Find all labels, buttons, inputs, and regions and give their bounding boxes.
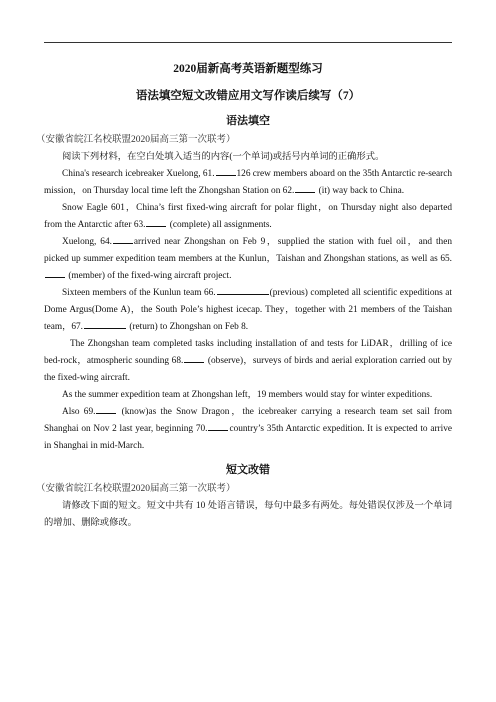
source-note: （安徽省皖江名校联盟2020届高三第一次联考） (36, 135, 236, 145)
blank-66[interactable] (217, 285, 269, 295)
paragraph-6: As the summer expedition team at Zhongshan left，19 members would stay for winter expeditions. (62, 390, 433, 400)
source-note: （安徽省皖江名校联盟2020届高三第一次联考） (36, 484, 236, 494)
paragraph-1: China's research icebreaker Xuelong, 61. 126 crew members aboard on the 35th Antarctic re-search mission，on Thursday local time left the Zhongshan Station on 62. (it) way back to China. (44, 166, 452, 200)
paragraph-2: Snow Eagle 601，China’s first fixed-wing aircraft for polar flight，on Thursday night also departed from the Antarctic after 63. (complete) all assignments. (44, 203, 452, 230)
section-heading-correction: 短文改错 (226, 464, 270, 476)
blank-69[interactable] (96, 404, 116, 414)
paragraph-7: Also 69. (know)as the Snow Dragon，the icebreaker carrying a research team set sail from Shanghai on Nov 2 last year, beginning 70. country’s 35th Antarctic expedition. It is expected to arrive in Shanghai in mid-March. (44, 404, 452, 455)
blank-64[interactable] (113, 234, 133, 244)
blank-67[interactable] (84, 319, 126, 329)
document-title: 2020届新高考英语新题型练习 (173, 63, 323, 75)
blank-68[interactable] (184, 353, 204, 363)
section-correction (36, 463, 452, 532)
blank-63[interactable] (146, 217, 166, 227)
instruction-text: 请修改下面的短文。短文中共有 10 处语言错误，每句中最多有两处。每处错误仅涉及一个单词的增加、删除或修改。 (44, 501, 452, 528)
instruction-text: 阅读下列材料，在空白处填入适当的内容(一个单词)或括号内单词的正确形式。 (62, 152, 385, 162)
blank-61[interactable] (216, 166, 236, 176)
blank-62[interactable] (295, 183, 315, 193)
paragraph-5: The Zhongshan team completed tasks including installation of and tests for LiDAR，drilling of ice bed-rock，atmospheric sounding 68. (observe)，surveys of birds and aerial exploration carried out by the fixed-wing aircraft. (44, 339, 452, 383)
blank-65[interactable] (45, 268, 65, 278)
document-page (36, 60, 452, 532)
paragraph-3: Xuelong, 64. arrived near Zhongshan on Feb 9，supplied the station with fuel oil，and then picked up summer expedition team members at the Kunlun，Taishan and Zhongshan stations, as well as 65. (member) of the fixed-wing aircraft project. (44, 234, 452, 285)
document-subtitle: 语法填空短文改错应用文写作读后续写（7） (135, 90, 361, 102)
header-rule (44, 42, 452, 43)
paragraph-4: Sixteen members of the Kunlun team 66. (previous) completed all scientific expeditions at Dome Argus(Dome A)，the South Pole’s highest icecap. They，together with 21 members of the Taishan team，67. (return) to Zhongshan on Feb 8. (44, 285, 452, 336)
blank-70[interactable] (208, 421, 228, 431)
section-heading-grammar: 语法填空 (226, 115, 270, 127)
